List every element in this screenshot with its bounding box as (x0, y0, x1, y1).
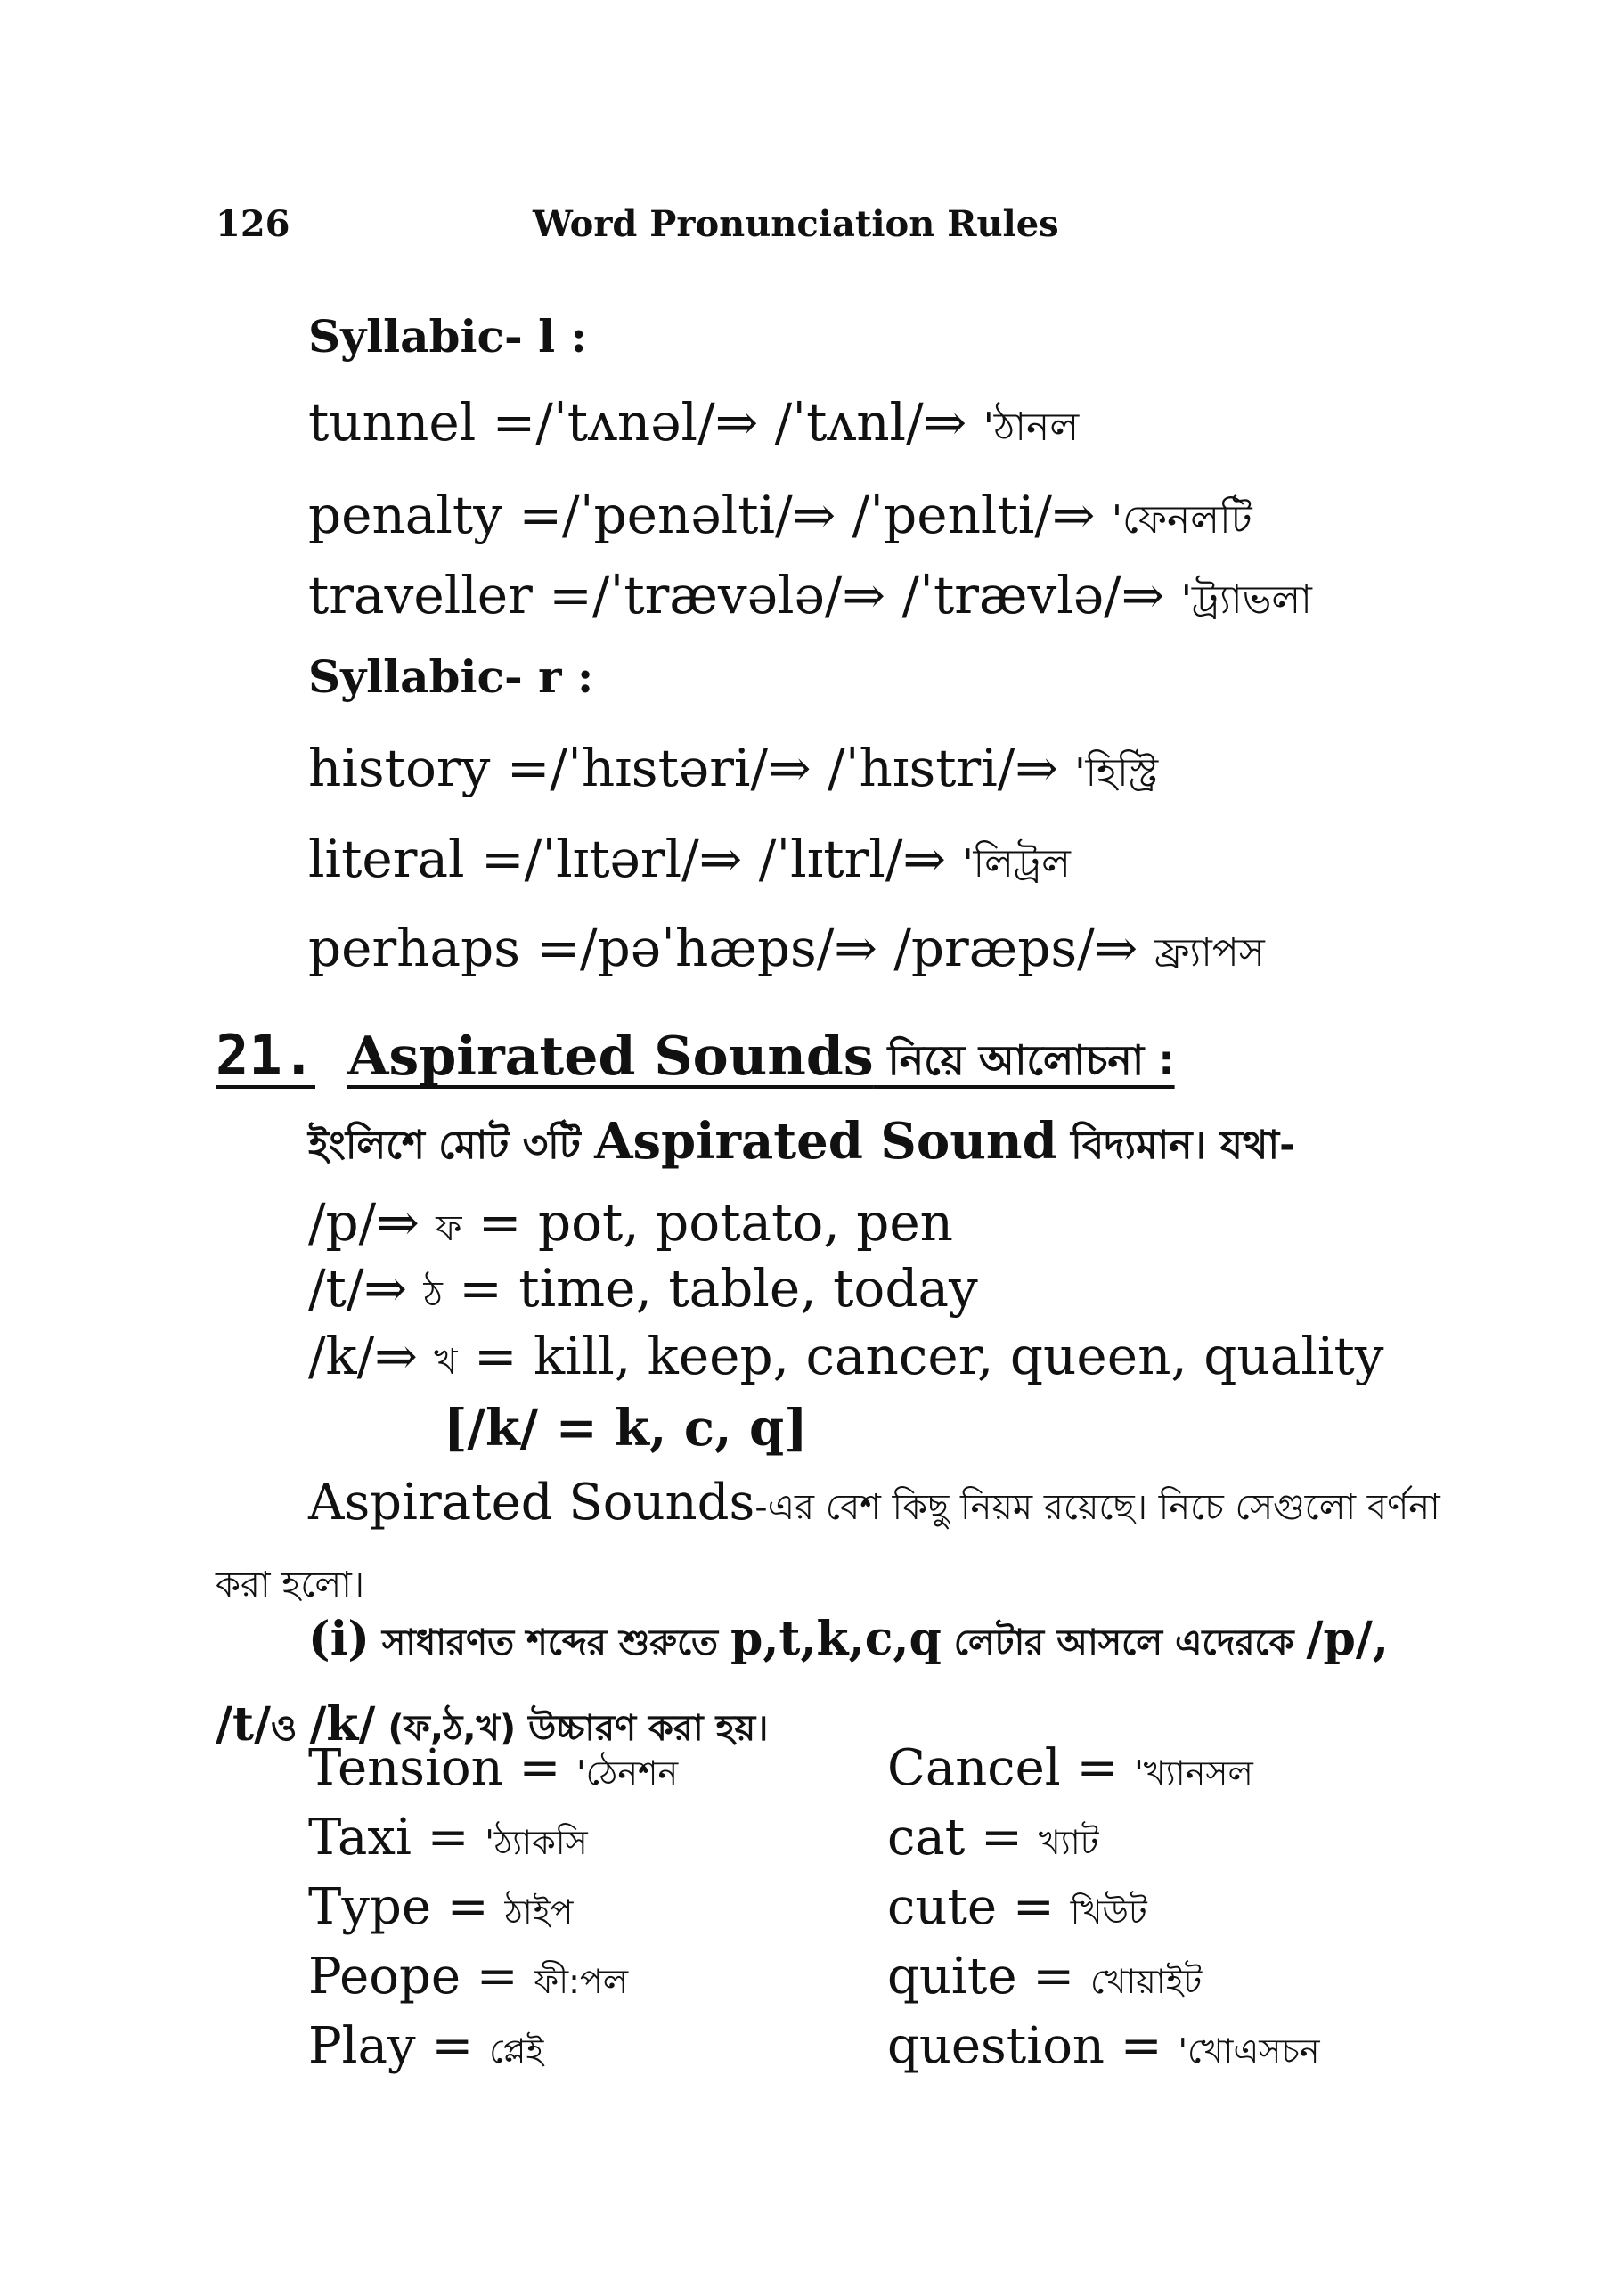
rule-sym-k: /k/ (309, 1697, 376, 1752)
bengali-transcription: 'ঠানল (983, 404, 1080, 450)
example-word: Peope = (308, 1948, 534, 2006)
section-21-title (216, 1023, 1175, 1098)
syllabic-l-heading: Syllabic- l : (308, 310, 587, 363)
example-bn: ঠাইপ (504, 1892, 574, 1932)
example-left (308, 1948, 628, 2013)
rule-letters: p,t,k,c,q (730, 1612, 942, 1666)
ipa-line-perhaps (308, 918, 1265, 988)
example-left (308, 1809, 588, 1874)
example-bn: 'খোএসচন (1178, 2031, 1320, 2071)
example-bn: প্লেই (489, 2031, 544, 2071)
example-bn: 'খ্যানসল (1134, 1753, 1253, 1793)
example-right (887, 2017, 1320, 2082)
ipa-line-penalty (308, 485, 1252, 555)
rule-label: (i) (308, 1612, 370, 1666)
rule-sym-p: /p/ (1306, 1612, 1373, 1666)
ipa-line-literal (308, 829, 1071, 899)
sound-words: = kill, keep, cancer, queen, quality (457, 1326, 1384, 1386)
intro-bn-part2: বিদ্যমান। যথা- (1056, 1123, 1296, 1168)
intro-bn-part1: ইংলিশে মোট ৩টি (308, 1123, 595, 1168)
example-word: Tension = (308, 1739, 577, 1797)
bengali-transcription: 'ফেনলটি (1111, 497, 1252, 543)
section-number: 21. (216, 1023, 315, 1088)
section-title-bn: নিয়ে আলোচনা : (873, 1036, 1175, 1084)
rule-o: ও (271, 1708, 310, 1749)
example-word: Play = (308, 2017, 490, 2075)
rule-bn-1: সাধারণত শব্দের শুরুতে (369, 1622, 730, 1663)
example-bn: ফী:পল (534, 1962, 629, 2001)
bengali-transcription: ফ্র্যাপস (1154, 930, 1265, 976)
example-word: quite = (887, 1948, 1090, 2006)
example-right (887, 1878, 1147, 1943)
rule-sym-t: /t/ (216, 1697, 272, 1752)
example-word: question = (887, 2017, 1179, 2075)
intro-en: Aspirated Sound (594, 1112, 1057, 1171)
rule-comma: , (1372, 1612, 1389, 1666)
syllabic-r-heading: Syllabic- r : (308, 650, 594, 703)
example-bn: খ্যাট (1038, 1823, 1099, 1862)
example-word: Cancel = (887, 1739, 1135, 1797)
ipa-text: history =/ˈhɪstəri/⇒ /ˈhɪstri/⇒ (308, 738, 1075, 798)
ipa-line-tunnel (308, 392, 1079, 462)
para-bn: -এর বেশ কিছু নিয়ম রয়েছে। নিচে সেগুলো বর্ণনা করা হলো। (216, 1487, 1440, 1606)
page-header (216, 203, 1463, 257)
aspirated-p-line (308, 1192, 953, 1260)
example-right (887, 1739, 1253, 1804)
bengali-transcription: 'লিট্রল (962, 841, 1071, 887)
example-word: cute = (887, 1878, 1071, 1936)
sound-symbol: /k/⇒ (308, 1326, 435, 1386)
sound-symbol: /p/⇒ (308, 1192, 436, 1253)
ipa-text: literal =/ˈlɪtərl/⇒ /ˈlɪtrl/⇒ (308, 829, 963, 889)
example-word: cat = (887, 1809, 1039, 1867)
aspirated-paragraph (216, 1467, 1445, 1622)
example-bn: 'ঠেনশন (576, 1753, 679, 1793)
running-title: Word Pronunciation Rules (533, 203, 1059, 245)
example-bn: খোয়াইট (1090, 1962, 1203, 2001)
example-left (308, 2017, 543, 2082)
sound-words: = time, table, today (442, 1258, 978, 1319)
ipa-text: penalty =/ˈpenəlti/⇒ /ˈpenlti/⇒ (308, 485, 1112, 545)
example-right (887, 1948, 1202, 2013)
rule-bn-3: (ফ,ঠ,খ) উচ্চারণ করা হয়। (375, 1708, 769, 1749)
page-number: 126 (216, 203, 290, 245)
sound-bengali: খ (434, 1342, 458, 1383)
bengali-transcription: 'ট্র্যাভলা (1180, 577, 1312, 623)
aspirated-t-line (308, 1258, 978, 1326)
ipa-text: traveller =/ˈtrævələ/⇒ /ˈtrævlə/⇒ (308, 565, 1181, 625)
sound-bengali: ঠ (423, 1274, 443, 1315)
para-en: Aspirated Sounds (308, 1474, 755, 1532)
example-word: Type = (308, 1878, 505, 1936)
ipa-text: tunnel =/ˈtʌnəl/⇒ /ˈtʌnl/⇒ (308, 392, 983, 453)
sound-symbol: /t/⇒ (308, 1258, 424, 1319)
rule-bn-2: লেটার আসলে এদেরকে (941, 1622, 1307, 1663)
sound-words: = pot, potato, pen (461, 1192, 954, 1253)
k-c-q-note: [/k/ = k, c, q] (444, 1399, 808, 1458)
ipa-line-traveller (308, 565, 1312, 635)
example-left (308, 1878, 573, 1943)
sound-bengali: ফ (436, 1208, 462, 1249)
example-left (308, 1739, 678, 1804)
example-bn: খিউট (1070, 1892, 1147, 1932)
example-word: Taxi = (308, 1809, 485, 1867)
section-title-en: Aspirated Sounds (347, 1025, 874, 1088)
ipa-line-history (308, 738, 1158, 808)
aspirated-k-line (308, 1326, 1384, 1393)
ipa-text: perhaps =/pəˈhæps/⇒ /præps/⇒ (308, 918, 1154, 978)
bengali-transcription: 'হিস্ট্রি (1074, 750, 1159, 796)
example-right (887, 1809, 1098, 1874)
example-bn: 'ঠ্যাকসি (485, 1823, 588, 1862)
section-intro (308, 1112, 1295, 1181)
